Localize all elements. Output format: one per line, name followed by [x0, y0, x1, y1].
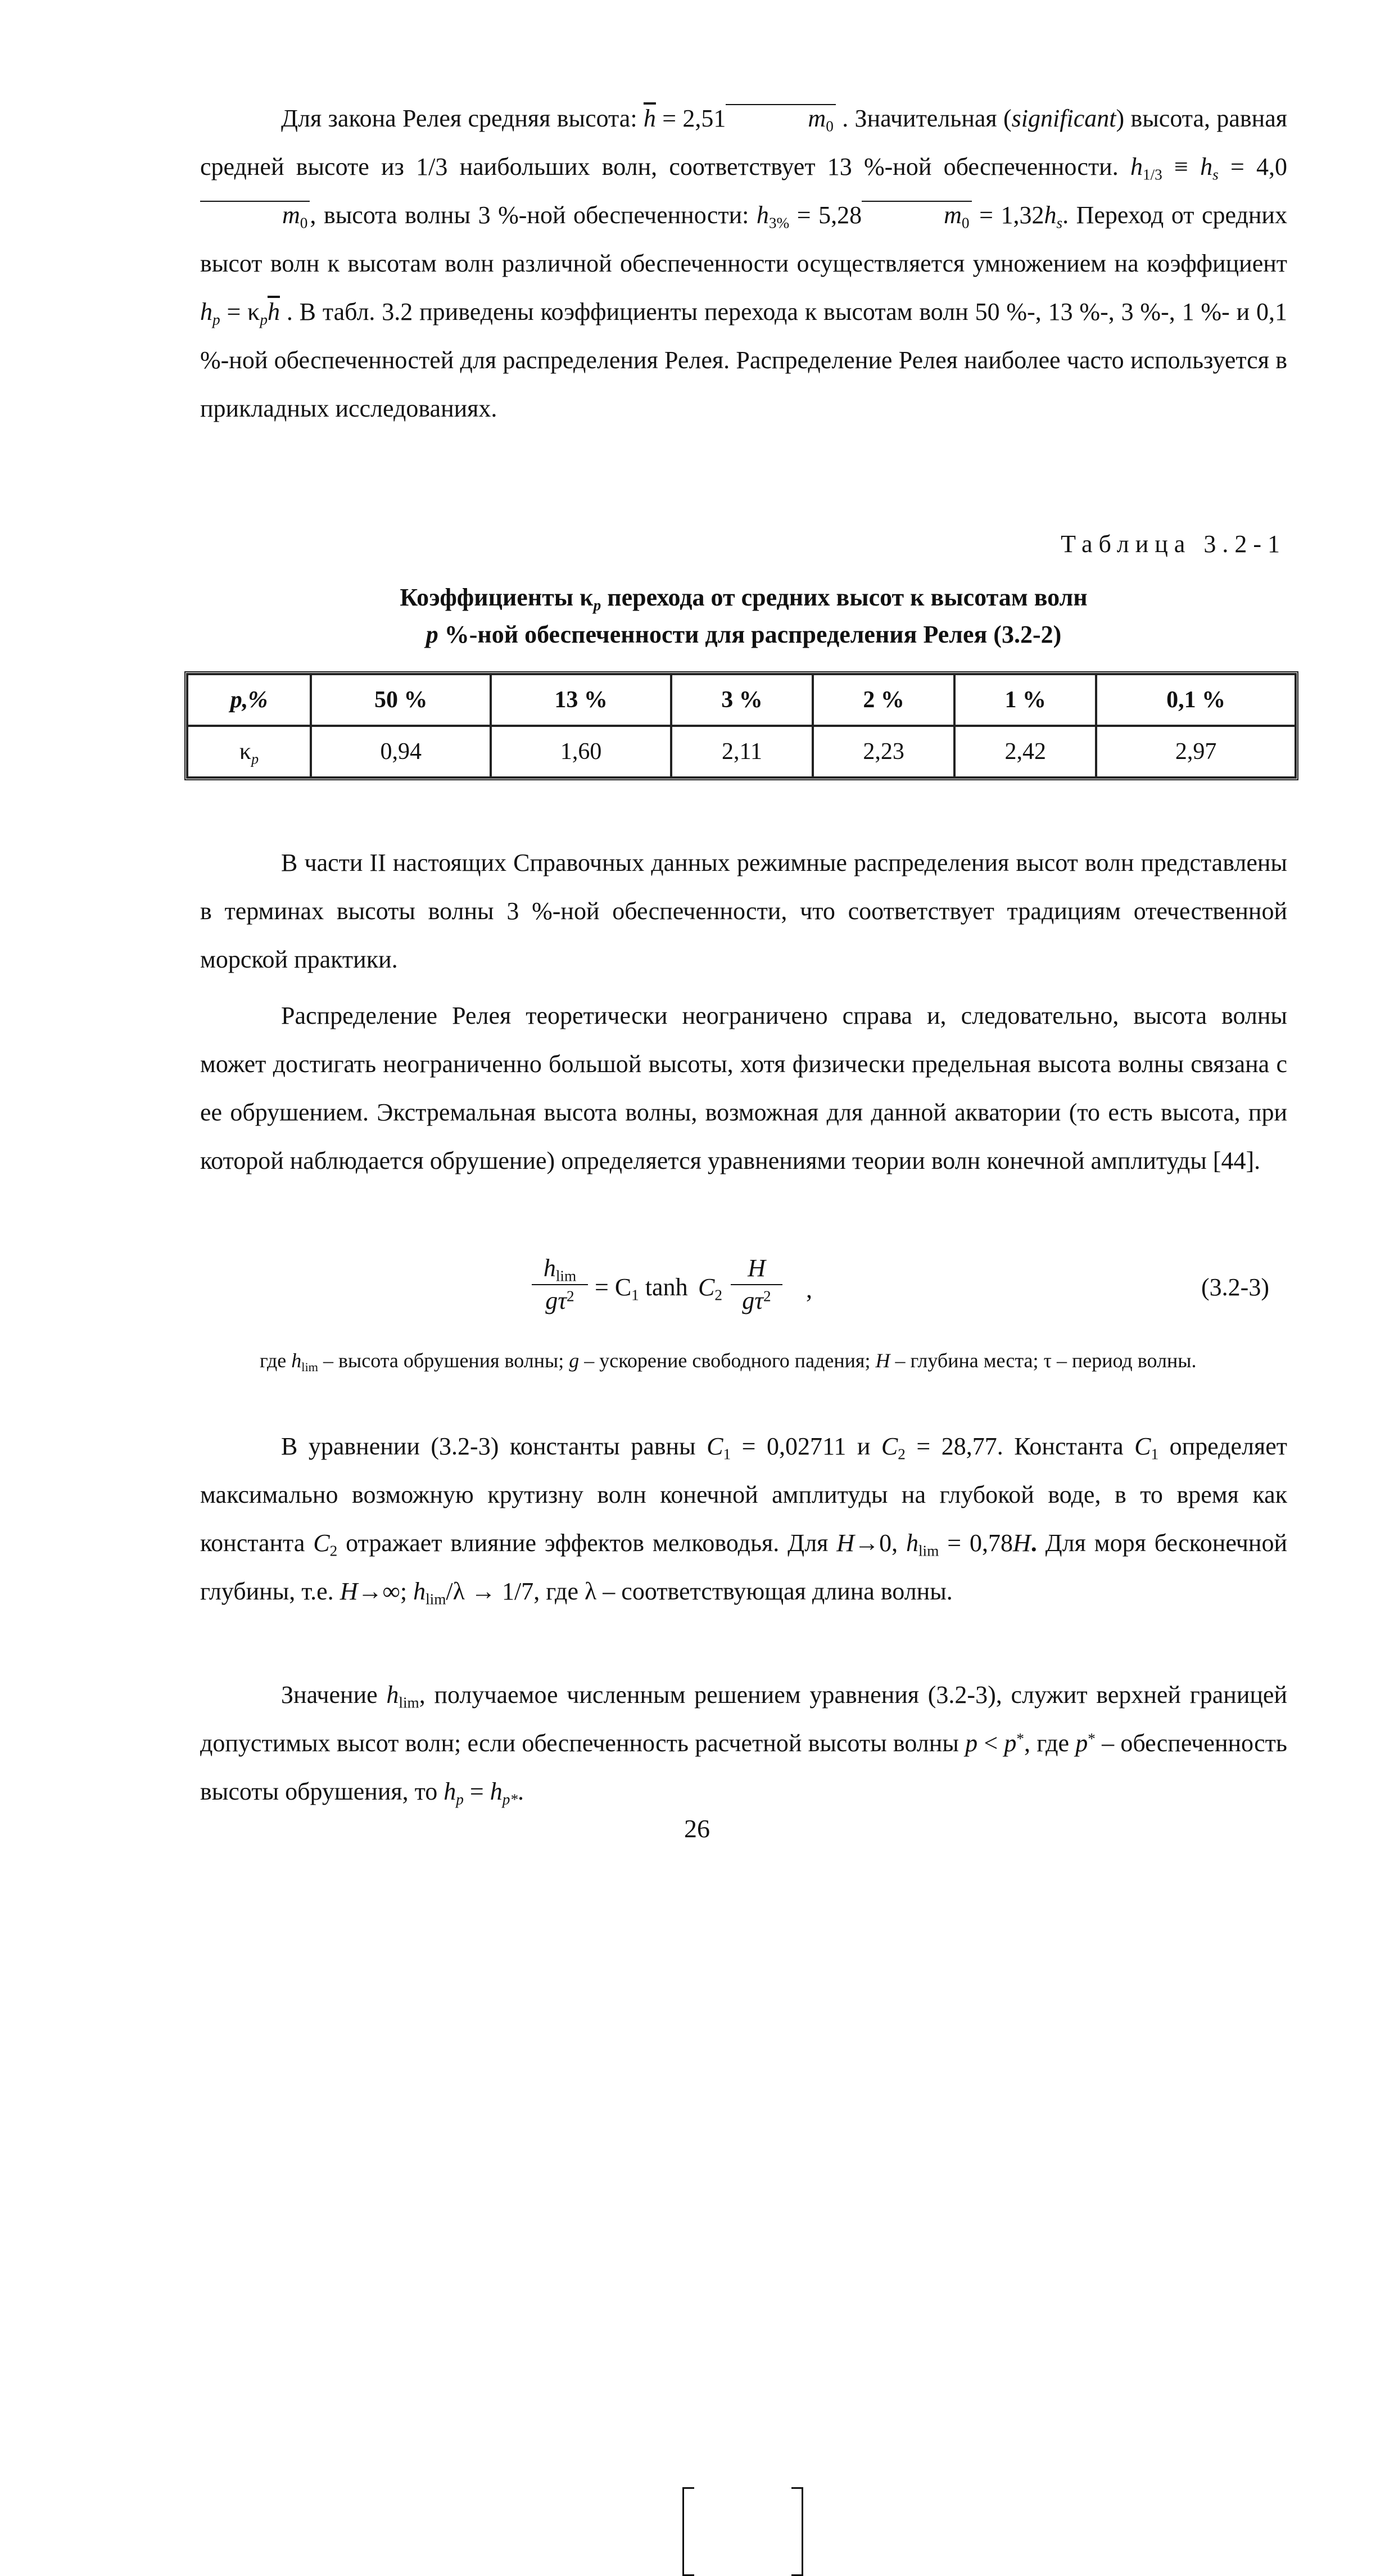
table-header-cell: 50 % [311, 674, 491, 726]
table-cell: 1,60 [491, 726, 671, 778]
table-title: Коэффициенты $\kappa_p$ перехода от средних высот к высотам волн p %-ной обеспеченности для распределения Релея (3.2-2) [400, 584, 1088, 648]
table-header-cell: 3 % [671, 674, 813, 726]
table-label: Таблица 3.2-1 [1061, 530, 1286, 558]
equation-3-2-3: $\frac{h_{lim}}{g\tau^2}$ = $C_1$ tanh $C_2$ $\frac{H}{g\tau^2}$ , [532, 1247, 824, 1331]
text-fragment: Для закона Релея средняя высота: [281, 105, 644, 132]
table-cell: 2,42 [954, 726, 1096, 778]
table-row [187, 726, 1296, 778]
c2-symbol: $C_2$ [698, 1273, 722, 1304]
sqrt-m0: $m_0$ [862, 201, 971, 229]
equation-number: (3.2-3) [1201, 1273, 1269, 1301]
paragraph-hlim-bound: Значение $h_{lim}$, получаемое численным решением уравнения (3.2-3), служит верхней границей допустимых высот волн; если обеспеченность расчетной высоты волны p < p*, где p* – обеспеченность высоты обрушения, то $h_p = h_{p*}$. [200, 1681, 1288, 1808]
equation-note: где $h_{lim}$ – высота обрушения волны; g – ускорение свободного падения; H – глубина места; τ – период волны. [260, 1349, 1197, 1375]
text-fragment: ) высота, равная средней высоте из 1/3 наибольших волн, соответствует 13 %-ной обеспеченности. [200, 105, 1287, 180]
table-header-cell: 2 % [813, 674, 954, 726]
sqrt-m0: $m_0$ [726, 104, 835, 132]
table-cell: 2,23 [813, 726, 954, 778]
fraction-lhs: $\frac{h_{lim}}{g\tau^2}$ [532, 1253, 588, 1317]
paragraph-rayleigh-heights: Для закона Релея средняя высота: $\overline{h} = 2,51$ $m_0$ . Значительная (significant) высота, равная средней высоте из 1/3 наибольших волн, соответствует 13 %-ной обеспеченности. $h_{1/3} \equiv h_s = 4,0m_0$, высота волны 3 %-ной обеспеченности: $h_{3\%} = 5,28$ $m_0 = 1,32h_s$. Переход от средних высот волн к высотам волн различной обеспеченности осуществляется умножением на коэффициент $h_p = \kappa_p\overline{h}$ . В табл. 3.2 приведены коэффициенты перехода к высотам волн 50 %-, 13 %-, 3 %-, 1 %- и 0,1 %-ной обеспеченностей для распределения Релея. Распределение Релея наиболее часто используется в прикладных исследованиях. [200, 105, 1287, 422]
table-header-cell: 1 % [954, 674, 1096, 726]
coefficient-table [184, 671, 1298, 780]
table-header-row [187, 674, 1296, 726]
table-cell: $\kappa_p$ [187, 726, 311, 778]
paragraph-rayleigh-unbounded: Распределение Релея теоретически неограничено справа и, следовательно, высота волны может достигать неограниченно большой высоты, хотя физически предельная высота волны связана с ее обрушением. Экстремальная высота волны, возможная для данной акватории (то есть высота, при которой наблюдается обрушение) определяется уравнениями теории волн конечной амплитуды [44]. [200, 1002, 1287, 1174]
paragraph-constants: В уравнении (3.2-3) константы равны $C_1 = 0,02711$ и $C_2 = 28,77$. Константа $C_1$ определяет максимально возможную крутизну волн конечной амплитуды на глубокой воде, в то время как константа $C_2$ отражает влияние эффектов мелководья. Для H→0, $h_{lim} = 0,78H$. Для моря бесконечной глубины, т.е. H→∞; $h_{lim}/\lambda \to 1/7$, где λ – соответствующая длина волны. [200, 1432, 1288, 1608]
text-fragment: = 2,51 [655, 105, 726, 132]
table-header-cell: p,% [187, 674, 311, 726]
sqrt-m0: $m_0$ [200, 201, 310, 229]
table-cell: 2,97 [1096, 726, 1296, 778]
right-bracket [791, 2487, 803, 2576]
table-cell: 2,11 [671, 726, 813, 778]
term-significant: significant [1011, 105, 1116, 132]
paragraph-part-ii: В части II настоящих Справочных данных режимные распределения высот волн представлены в терминах высоты волны 3 %-ной обеспеченности, что соответствует традициям отечественной морской практики. [200, 849, 1287, 973]
page-number: 26 [684, 1814, 710, 1843]
equation-middle: = $C_1$ tanh [595, 1273, 688, 1304]
fraction-rhs: $\frac{H}{g\tau^2}$ [731, 1253, 782, 1317]
left-bracket [682, 2487, 694, 2576]
table-header-cell: 0,1 % [1096, 674, 1296, 726]
text-fragment: . Значительная ( [835, 105, 1012, 132]
table-header-cell: 13 % [491, 674, 671, 726]
table-cell: 0,94 [311, 726, 491, 778]
symbol-h-mean: $\overline{h}$ [643, 105, 656, 132]
